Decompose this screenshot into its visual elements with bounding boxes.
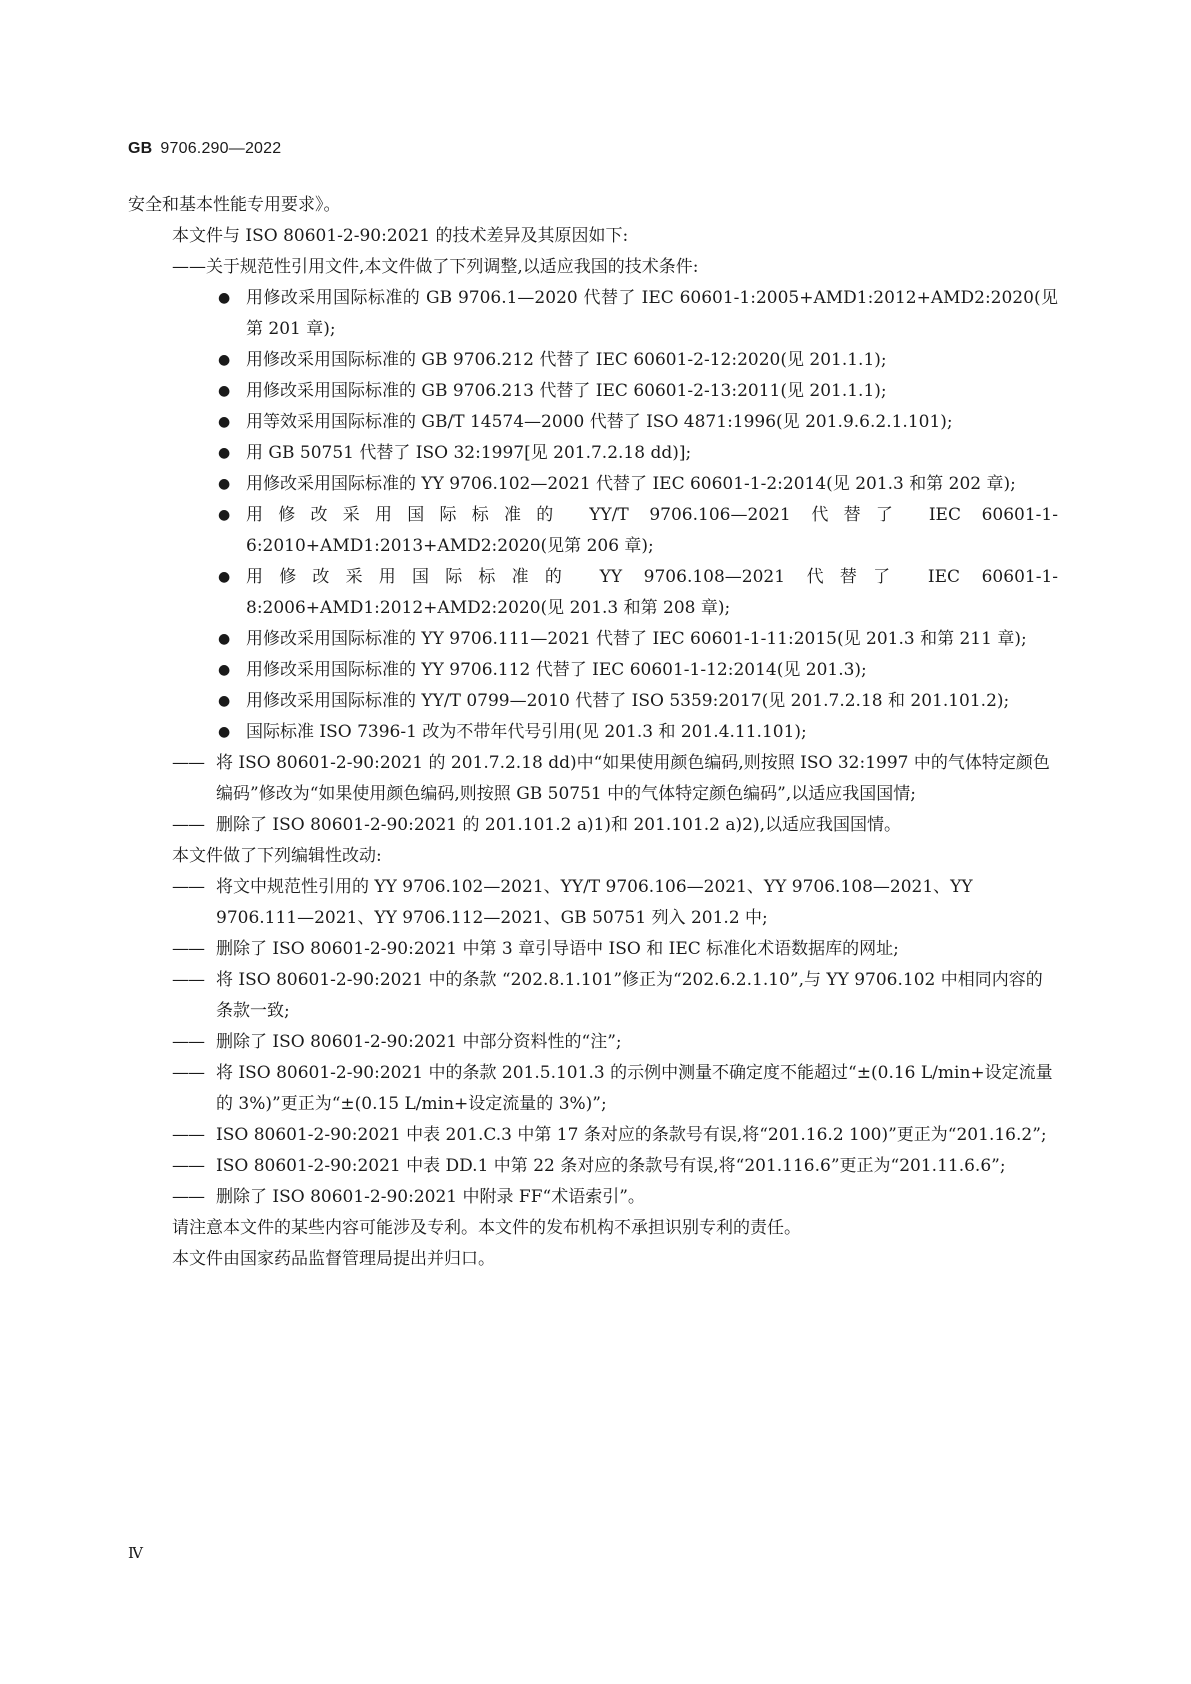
list-item: ● 用修改采用国际标准的 GB 9706.213 代替了 IEC 60601-2-13:2011(见 201.1.1); [128, 376, 1058, 407]
dash-icon: —— [172, 1156, 204, 1176]
page-number: Ⅳ [128, 1544, 143, 1562]
standard-prefix: GB [128, 140, 153, 157]
dash-icon: —— [172, 877, 204, 897]
list-item: —— 将 ISO 80601-2-90:2021 中的条款 “202.8.1.101”修正为“202.6.2.1.10”,与 YY 9706.102 中相同内容的条款一致; [128, 965, 1058, 1027]
bullet-icon: ● [218, 569, 231, 585]
patent-note: 请注意本文件的某些内容可能涉及专利。本文件的发布机构不承担识别专利的责任。 [172, 1218, 801, 1238]
editorial-intro: 本文件做了下列编辑性改动: [172, 846, 382, 866]
list-item: ● 用修改采用国际标准的 YY 9706.112 代替了 IEC 60601-1-12:2014(见 201.3); [128, 655, 1058, 686]
list-item: ● 用修改采用国际标准的 GB 9706.1—2020 代替了 IEC 60601-1:2005+AMD1:2012+AMD2:2020(见第 201 章); [128, 283, 1058, 345]
dash-icon: —— [172, 1032, 204, 1052]
bullet-list [128, 283, 1058, 748]
list-item: —— 将 ISO 80601-2-90:2021 中的条款 201.5.101.3 的示例中测量不确定度不能超过“±(0.16 L/min+设定流量的 3%)”更正为“±(0.15 L/min+设定流量的 3%)”; [128, 1058, 1058, 1120]
list-item: ● 用修改采用国际标准的 GB 9706.212 代替了 IEC 60601-2-12:2020(见 201.1.1); [128, 345, 1058, 376]
standard-number: 9706.290—2022 [160, 140, 282, 157]
dash-icon: —— [172, 939, 204, 959]
dash-icon: —— [172, 815, 204, 835]
bullet-icon: ● [218, 476, 231, 492]
list-item: —— 删除了 ISO 80601-2-90:2021 中附录 FF“术语索引”。 [128, 1182, 1058, 1213]
list-item: —— 将文中规范性引用的 YY 9706.102—2021、YY/T 9706.106—2021、YY 9706.108—2021、YY 9706.111—2021、YY 9706.112—2021、GB 50751 列入 201.2 中; [128, 872, 1058, 934]
dash-icon: —— [172, 1125, 204, 1145]
technical-changes [128, 748, 1058, 841]
list-item: ● 用 GB 50751 代替了 ISO 32:1997[见 201.7.2.18 dd)]; [128, 438, 1058, 469]
bullet-icon: ● [218, 383, 231, 399]
document-body [128, 190, 1058, 1275]
bullet-icon: ● [218, 290, 231, 306]
proposer-note: 本文件由国家药品监督管理局提出并归口。 [172, 1249, 495, 1269]
dash-icon: —— [172, 753, 204, 773]
list-item: —— ISO 80601-2-90:2021 中表 DD.1 中第 22 条对应的条款号有误,将“201.116.6”更正为“201.11.6.6”; [128, 1151, 1058, 1182]
list-item: —— 将 ISO 80601-2-90:2021 的 201.7.2.18 dd)中“如果使用颜色编码,则按照 ISO 32:1997 中的气体特定颜色编码”修改为“如果使用颜色编码,则按照 GB 50751 中的气体特定颜色编码”,以适应我国国情; [128, 748, 1058, 810]
list-item: —— 删除了 ISO 80601-2-90:2021 的 201.101.2 a)1)和 201.101.2 a)2),以适应我国国情。 [128, 810, 1058, 841]
list-item: ● 用修改采用国际标准的 YY 9706.108—2021 代替了 IEC 60601-1-8:2006+AMD1:2012+AMD2:2020(见 201.3 和第 208 章); [128, 562, 1058, 624]
list-item: ● 用修改采用国际标准的 YY 9706.111—2021 代替了 IEC 60601-1-11:2015(见 201.3 和第 211 章); [128, 624, 1058, 655]
list-item: —— 删除了 ISO 80601-2-90:2021 中第 3 章引导语中 ISO 和 IEC 标准化术语数据库的网址; [128, 934, 1058, 965]
list-item: ● 用等效采用国际标准的 GB/T 14574—2000 代替了 ISO 4871:1996(见 201.9.6.2.1.101); [128, 407, 1058, 438]
list-item: —— 删除了 ISO 80601-2-90:2021 中部分资料性的“注”; [128, 1027, 1058, 1058]
list-item: ● 用修改采用国际标准的 YY/T 9706.106—2021 代替了 IEC 60601-1-6:2010+AMD1:2013+AMD2:2020(见第 206 章); [128, 500, 1058, 562]
list-item: —— ISO 80601-2-90:2021 中表 201.C.3 中第 17 条对应的条款号有误,将“201.16.2 100)”更正为“201.16.2”; [128, 1120, 1058, 1151]
bullet-icon: ● [218, 445, 231, 461]
diff-intro: 本文件与 ISO 80601-2-90:2021 的技术差异及其原因如下: [172, 226, 629, 246]
dash-icon: —— [172, 1063, 204, 1083]
intro-line: 安全和基本性能专用要求》。 [128, 195, 341, 215]
bullet-icon: ● [218, 631, 231, 647]
bullet-icon: ● [218, 724, 231, 740]
bullet-icon: ● [218, 414, 231, 430]
dash-icon: —— [172, 1187, 204, 1207]
editorial-changes [128, 872, 1058, 1213]
bullet-icon: ● [218, 662, 231, 678]
dash-icon: —— [172, 970, 204, 990]
list-item: ● 用修改采用国际标准的 YY 9706.102—2021 代替了 IEC 60601-1-2:2014(见 201.3 和第 202 章); [128, 469, 1058, 500]
bullet-icon: ● [218, 352, 231, 368]
page-header [128, 140, 281, 158]
bullet-icon: ● [218, 693, 231, 709]
normative-intro: ——关于规范性引用文件,本文件做了下列调整,以适应我国的技术条件: [172, 257, 699, 277]
list-item: ● 用修改采用国际标准的 YY/T 0799—2010 代替了 ISO 5359:2017(见 201.7.2.18 和 201.101.2); [128, 686, 1058, 717]
bullet-icon: ● [218, 507, 231, 523]
list-item: ● 国际标准 ISO 7396-1 改为不带年代号引用(见 201.3 和 201.4.11.101); [128, 717, 1058, 748]
